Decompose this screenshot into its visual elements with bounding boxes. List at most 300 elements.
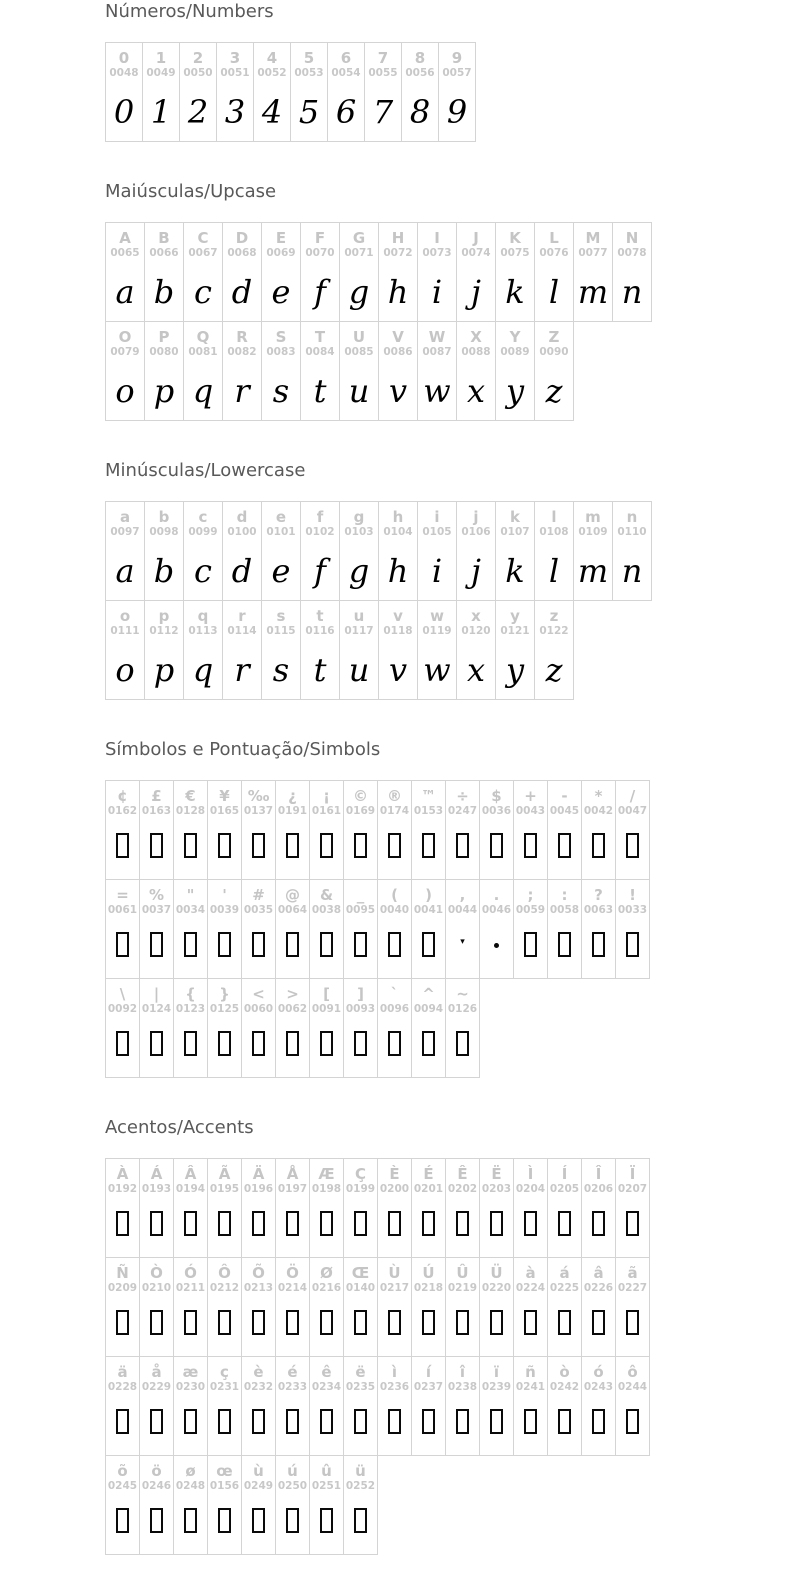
glyph-preview [446,818,479,879]
glyph-cell-0079 [105,321,145,421]
reference-char: ü [355,1462,366,1480]
glyph-cell-0225 [547,1257,582,1357]
glyph-preview [262,638,300,699]
missing-glyph-box [490,833,503,858]
unicode-code: 0217 [379,1282,410,1294]
glyph-cell-0243 [581,1356,616,1456]
unicode-code: 0241 [515,1381,546,1393]
reference-char: è [253,1363,264,1381]
missing-glyph-box [116,833,129,858]
glyph-preview [174,1493,207,1554]
unicode-code: 0198 [311,1183,342,1195]
glyph-cell-0095 [343,879,378,979]
unicode-code: 0095 [345,904,376,916]
missing-glyph-box [286,932,299,957]
missing-glyph-box [388,1031,401,1056]
reference-char: k [510,508,520,526]
reference-char: $ [491,787,502,805]
missing-glyph-box [218,1310,231,1335]
missing-glyph-box [626,1310,639,1335]
glyph-cell-0195 [207,1158,242,1258]
glyph-preview [184,638,222,699]
glyph-preview [344,917,377,978]
glyph-cell-0227 [615,1257,650,1357]
glyph-preview [365,80,401,141]
reference-char: Ê [457,1165,468,1183]
reference-char: ¡ [323,787,330,805]
glyph-char: t [313,372,327,410]
missing-glyph-box [252,833,265,858]
reference-char: ô [627,1363,638,1381]
reference-char: ú [287,1462,298,1480]
glyph-char: u [348,372,370,410]
glyph-cell-0239 [479,1356,514,1456]
missing-glyph-box [490,1211,503,1236]
reference-char: = [116,886,129,904]
glyph-preview [242,1295,275,1356]
glyph-preview [412,1295,445,1356]
missing-glyph-box [320,1310,333,1335]
reference-char: ï [493,1363,500,1381]
glyph-cell-0070 [300,222,340,322]
unicode-code: 0245 [107,1480,138,1492]
glyph-preview [145,539,183,600]
glyph-cell-0090 [534,321,574,421]
unicode-code: 0206 [583,1183,614,1195]
glyph-cell-0048 [105,42,143,142]
glyph-preview [378,1295,411,1356]
glyph-char: a [115,273,135,311]
reference-char: Ò [150,1264,163,1282]
reference-char: Ó [184,1264,197,1282]
reference-char: f [316,508,324,526]
missing-glyph-box [184,1211,197,1236]
unicode-code: 0091 [311,1003,342,1015]
unicode-code: 0220 [481,1282,512,1294]
glyph-char: l [548,552,560,590]
unicode-code: 0252 [345,1480,376,1492]
glyph-char: i [431,273,443,311]
missing-glyph-box [150,1508,163,1533]
glyph-char: i [431,552,443,590]
missing-glyph-box [354,932,367,957]
missing-glyph-box [524,1310,537,1335]
glyph-cell-0214 [275,1257,310,1357]
reference-char: Æ [318,1165,335,1183]
reference-char: 9 [451,49,463,67]
reference-char: { [185,985,196,1003]
reference-char: . [493,886,500,904]
unicode-code: 0226 [583,1282,614,1294]
unicode-code: 0233 [277,1381,308,1393]
reference-char: Õ [252,1264,265,1282]
reference-char: Î [595,1165,602,1183]
unicode-code: 0033 [617,904,648,916]
glyph-cell-0034 [173,879,208,979]
glyph-preview [145,260,183,321]
missing-glyph-box [388,1409,401,1434]
unicode-code: 0052 [257,67,287,79]
glyph-cell-0250 [275,1455,310,1555]
glyph-preview [514,1394,547,1455]
unicode-code: 0053 [294,67,324,79]
unicode-code: 0093 [345,1003,376,1015]
unicode-code: 0064 [277,904,308,916]
unicode-code: 0207 [617,1183,648,1195]
glyph-char: r [234,372,250,410]
missing-glyph-box [150,1310,163,1335]
glyph-cell-0121 [495,600,535,700]
glyph-cell-0033 [615,879,650,979]
glyph-preview [140,1016,173,1077]
glyph-preview [574,539,612,600]
reference-char: o [119,607,131,625]
glyph-cell-0200 [377,1158,412,1258]
missing-glyph-box [116,1508,129,1533]
missing-glyph-box [490,1310,503,1335]
reference-char: a [119,508,131,526]
reference-char: v [393,607,403,625]
unicode-code: 0211 [175,1282,206,1294]
reference-char: g [353,508,365,526]
glyph-preview [106,917,139,978]
reference-char: > [286,985,299,1003]
glyph-preview [412,1394,445,1455]
unicode-code: 0228 [107,1381,138,1393]
glyph-char: f [314,552,326,590]
unicode-code: 0163 [141,805,172,817]
missing-glyph-box [626,1211,639,1236]
unicode-code: 0041 [413,904,444,916]
glyph-preview [301,359,339,420]
unicode-code: 0126 [447,1003,478,1015]
unicode-code: 0070 [305,247,335,259]
unicode-code: 0075 [500,247,530,259]
glyph-preview [276,917,309,978]
glyph-preview [242,818,275,879]
reference-char: Í [561,1165,568,1183]
glyph-preview [262,359,300,420]
glyph-preview [344,818,377,879]
glyph-preview [106,1295,139,1356]
glyph-preview [223,359,261,420]
glyph-cell-0112 [144,600,184,700]
unicode-code: 0094 [413,1003,444,1015]
glyph-cell-0094 [411,978,446,1078]
glyph-preview [208,1295,241,1356]
unicode-code: 0069 [266,247,296,259]
missing-glyph-box [320,1508,333,1533]
glyph-cell-0073 [417,222,457,322]
glyph-preview [412,818,445,879]
unicode-code: 0225 [549,1282,580,1294]
glyph-preview [174,818,207,879]
unicode-code: 0084 [305,346,335,358]
glyph-char: e [271,552,291,590]
reference-char: ! [629,886,636,904]
glyph-preview [379,359,417,420]
reference-char: P [158,328,170,346]
glyph-preview [184,260,222,321]
reference-char: 3 [229,49,241,67]
glyph-preview [276,1394,309,1455]
unicode-code: 0046 [481,904,512,916]
glyph-cell-0118 [378,600,418,700]
glyph-preview [480,818,513,879]
unicode-code: 0096 [379,1003,410,1015]
unicode-code: 0114 [227,625,257,637]
unicode-code: 0120 [461,625,491,637]
glyph-cell-0087 [417,321,457,421]
glyph-cell-0061 [105,879,140,979]
reference-char: D [235,229,249,247]
missing-glyph-box [388,1211,401,1236]
unicode-code: 0062 [277,1003,308,1015]
missing-glyph-box [592,833,605,858]
unicode-code: 0092 [107,1003,138,1015]
glyph-char: y [505,651,525,689]
unicode-code: 0045 [549,805,580,817]
glyph-cell-0140 [343,1257,378,1357]
glyph-cell-0072 [378,222,418,322]
reference-char: ? [594,886,603,904]
glyph-cell-0109 [573,501,613,601]
glyph-char: p [153,651,175,689]
missing-glyph-box [354,1508,367,1533]
glyph-cell-0102 [300,501,340,601]
reference-char: ‰ [247,787,270,805]
reference-char: 4 [266,49,278,67]
glyph-preview [276,1295,309,1356]
glyph-cell-0052 [253,42,291,142]
glyph-cell-0083 [261,321,301,421]
glyph-cell-0217 [377,1257,412,1357]
missing-glyph-box [422,1310,435,1335]
glyph-cell-0036 [479,780,514,880]
glyph-cell-0162 [105,780,140,880]
glyph-cell-0062 [275,978,310,1078]
missing-glyph-box [422,1409,435,1434]
glyph-preview [106,260,144,321]
unicode-code: 0077 [578,247,608,259]
missing-glyph-box [218,1508,231,1533]
unicode-code: 0037 [141,904,172,916]
glyph-preview [412,1016,445,1077]
glyph-cell-0116 [300,600,340,700]
missing-glyph-box [320,1409,333,1434]
unicode-code: 0049 [146,67,176,79]
glyph-preview [180,80,216,141]
unicode-code: 0040 [379,904,410,916]
glyph-cell-0108 [534,501,574,601]
glyph-preview [457,539,495,600]
reference-char: T [314,328,326,346]
glyph-preview [496,638,534,699]
glyph-preview [184,359,222,420]
reference-char: Ë [491,1165,502,1183]
glyph-cell-0207 [615,1158,650,1258]
unicode-code: 0230 [175,1381,206,1393]
glyph-cell-0119 [417,600,457,700]
unicode-code: 0122 [539,625,569,637]
glyph-preview [254,80,290,141]
glyph-row [105,321,760,421]
missing-glyph-box [286,1310,299,1335]
reference-char: S [275,328,287,346]
unicode-code: 0060 [243,1003,274,1015]
reference-char: J [473,229,479,247]
unicode-code: 0090 [539,346,569,358]
glyph-preview [514,818,547,879]
glyph-preview [616,1295,649,1356]
glyph-table-numbers [105,42,760,142]
unicode-code: 0066 [149,247,179,259]
reference-char: ø [185,1462,196,1480]
missing-glyph-box [116,1310,129,1335]
unicode-code: 0202 [447,1183,478,1195]
glyph-preview [446,1295,479,1356]
unicode-code: 0124 [141,1003,172,1015]
glyph-cell-0049 [142,42,180,142]
missing-glyph-box [116,932,129,957]
glyph-preview [291,80,327,141]
glyph-preview [310,1196,343,1257]
missing-glyph-box [116,1409,129,1434]
glyph-cell-0219 [445,1257,480,1357]
glyph-preview [310,917,343,978]
glyph-row [105,1257,760,1357]
missing-glyph-box [592,1409,605,1434]
unicode-code: 0236 [379,1381,410,1393]
glyph-char: n [621,552,643,590]
glyph-cell-0248 [173,1455,208,1555]
missing-glyph-box [320,932,333,957]
glyph-preview [223,638,261,699]
unicode-code: 0105 [422,526,452,538]
missing-glyph-box [456,1031,469,1056]
glyph-char: p [153,372,175,410]
glyph-row [105,1158,760,1258]
glyph-cell-0051 [216,42,254,142]
glyph-preview [208,1196,241,1257]
glyph-cell-0218 [411,1257,446,1357]
unicode-code: 0232 [243,1381,274,1393]
unicode-code: 0203 [481,1183,512,1195]
reference-char: Ï [629,1165,636,1183]
reference-char: < [252,985,265,1003]
glyph-preview [140,1196,173,1257]
glyph-cell-0191 [275,780,310,880]
glyph-cell-0040 [377,879,412,979]
reference-char: í [425,1363,432,1381]
reference-char: c [198,508,208,526]
unicode-code: 0087 [422,346,452,358]
reference-char: ë [355,1363,366,1381]
glyph-char: j [471,552,481,590]
missing-glyph-box [456,1211,469,1236]
glyph-preview [412,1196,445,1257]
reference-char: Á [150,1165,163,1183]
reference-char: + [524,787,537,805]
reference-char: © [353,787,368,805]
unicode-code: 0119 [422,625,452,637]
glyph-preview [340,260,378,321]
glyph-preview [106,1493,139,1554]
glyph-cell-0201 [411,1158,446,1258]
glyph-cell-0093 [343,978,378,1078]
glyph-preview [514,917,547,978]
unicode-code: 0115 [266,625,296,637]
reference-char: q [197,607,209,625]
glyph-cell-0194 [173,1158,208,1258]
glyph-preview [174,1196,207,1257]
glyph-preview [378,1016,411,1077]
missing-glyph-box [184,1409,197,1434]
reference-char: % [148,886,165,904]
unicode-code: 0156 [209,1480,240,1492]
reference-char: s [276,607,286,625]
unicode-code: 0061 [107,904,138,916]
reference-char: ò [559,1363,570,1381]
glyph-char: m [577,273,609,311]
glyph-char: w [423,651,451,689]
unicode-code: 0072 [383,247,413,259]
unicode-code: 0244 [617,1381,648,1393]
glyph-preview [514,1196,547,1257]
missing-glyph-box [626,833,639,858]
glyph-preview [548,1295,581,1356]
glyph-cell-0202 [445,1158,480,1258]
glyph-cell-0104 [378,501,418,601]
unicode-code: 0231 [209,1381,240,1393]
glyph-char: g [348,273,370,311]
glyph-preview [480,1295,513,1356]
reference-char: } [219,985,230,1003]
unicode-code: 0169 [345,805,376,817]
reference-char: Z [548,328,560,346]
glyph-preview [418,638,456,699]
glyph-preview [242,1493,275,1554]
glyph-preview [412,917,445,978]
section-symbols [105,740,760,1078]
glyph-cell-0252 [343,1455,378,1555]
glyph-preview [379,638,417,699]
section-title-accents: Acentos/Accents [105,1117,254,1138]
missing-glyph-box [218,833,231,858]
unicode-code: 0054 [331,67,361,79]
reference-char: R [236,328,248,346]
unicode-code: 0201 [413,1183,444,1195]
glyph-row [105,1356,760,1456]
glyph-cell-0123 [173,978,208,1078]
unicode-code: 0097 [110,526,140,538]
reference-char: @ [285,886,300,904]
glyph-cell-0125 [207,978,242,1078]
glyph-char: x [466,651,486,689]
glyph-preview [344,1196,377,1257]
glyph-preview [457,260,495,321]
glyph-cell-0113 [183,600,223,700]
glyph-cell-0128 [173,780,208,880]
glyph-preview [208,917,241,978]
glyph-cell-0251 [309,1455,344,1555]
section-title-numbers: Números/Numbers [105,1,274,22]
glyph-row [105,1455,760,1555]
missing-glyph-box [150,1211,163,1236]
unicode-code: 0059 [515,904,546,916]
glyph-preview [378,1196,411,1257]
glyph-preview [548,1196,581,1257]
